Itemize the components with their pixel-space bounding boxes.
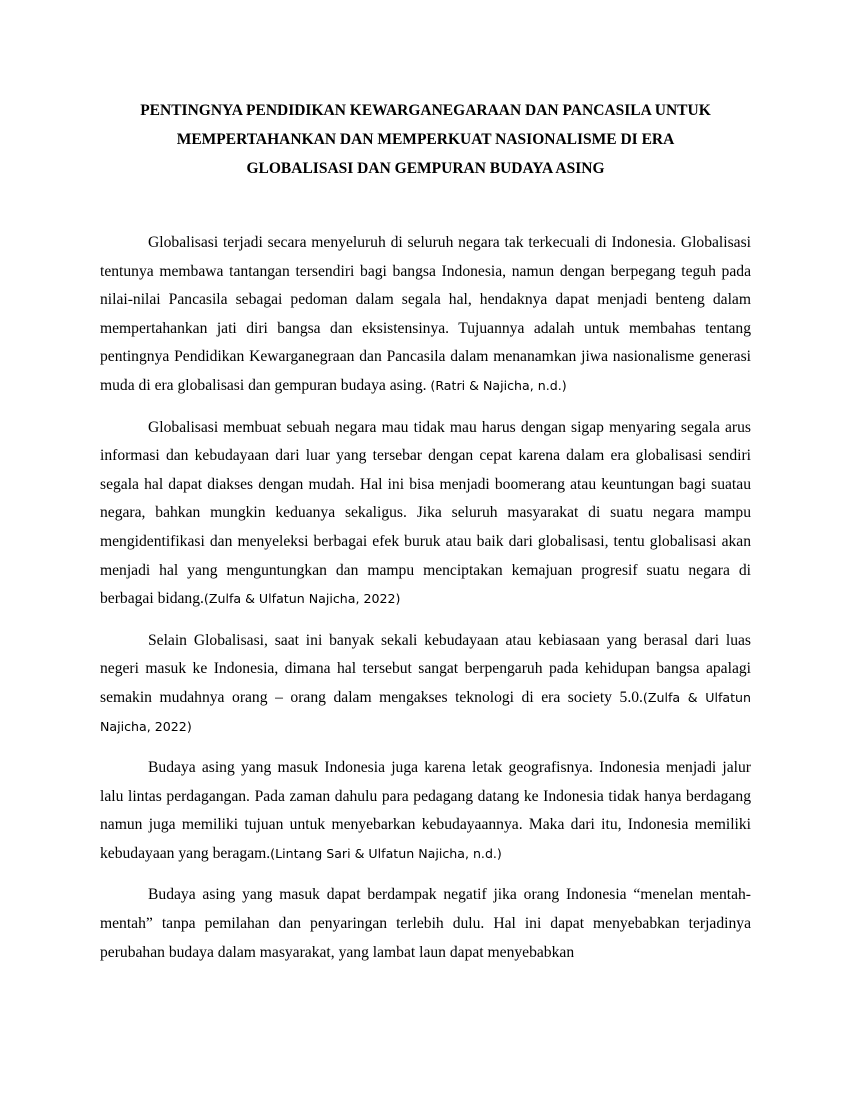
body-paragraph-4 [100, 754, 751, 868]
document-page [100, 96, 751, 980]
paragraph-text: Selain Globalisasi, saat ini banyak sekali kebudayaan atau kebiasaan yang berasal dari luas negeri masuk ke Indonesia, dimana hal tersebut sangat berpengaruh pada kehidupan bangsa apalagi semakin mudahnya orang – orang dalam mengakses teknologi di era society 5.0. [100, 631, 751, 706]
title-line-2: MEMPERTAHANKAN DAN MEMPERKUAT NASIONALISME DI ERA [176, 131, 675, 148]
citation: (Ratri & Najicha, n.d.) [430, 377, 567, 393]
paragraph-text: Globalisasi terjadi secara menyeluruh di seluruh negara tak terkecuali di Indonesia. Globalisasi tentunya membawa tantangan tersendiri bagi bangsa Indonesia, namun dengan berpegang teguh pada nilai-nilai Pancasila sebagai pedoman dalam segala hal, hendaknya dapat menjadi benteng dalam mempertahankan jati diri bangsa dan eksistensinya. Tujuannya adalah untuk membahas tentang pentingnya Pendidikan Kewarganegraan dan Pancasila dalam menanamkan jiwa nasionalisme generasi muda di era globalisasi dan gempuran budaya asing. [100, 234, 751, 394]
document-title [100, 96, 751, 183]
paragraph-text: Budaya asing yang masuk Indonesia juga karena letak geografisnya. Indonesia menjadi jalur lalu lintas perdagangan. Pada zaman dahulu para pedagang datang ke Indonesia tidak hanya berdagang namun juga memiliki tujuan untuk menyebarkan kebudayaannya. Maka dari itu, Indonesia memiliki kebudayaan yang beragam. [100, 759, 751, 862]
title-line-3: GLOBALISASI DAN GEMPURAN BUDAYA ASING [246, 160, 605, 177]
body-paragraph-3 [100, 627, 751, 741]
paragraph-text: Globalisasi membuat sebuah negara mau tidak mau harus dengan sigap menyaring segala arus informasi dan kebudayaan dari luar yang tersebar dengan cepat karena dalam era globalisasi sendiri segala hal dapat diakses dengan mudah. Hal ini bisa menjadi boomerang atau keuntungan bagi suatau negara, bahkan mungkin keduanya sekaligus. Jika seluruh masyarakat di suatu negara mampu mengidentifikasi dan menyeleksi berbagai efek buruk atau baik dari globalisasi, tentu globalisasi akan menjadi hal yang menguntungkan dan mampu menciptakan kemajuan progresif suatu negara di berbagai bidang. [100, 418, 751, 608]
body-paragraph-5 [100, 881, 751, 967]
title-line-1: PENTINGNYA PENDIDIKAN KEWARGANEGARAAN DAN PANCASILA UNTUK [140, 102, 711, 119]
citation: (Zulfa & Ulfatun Najicha, 2022) [100, 689, 751, 734]
body-paragraph-1 [100, 229, 751, 401]
body-paragraph-2 [100, 414, 751, 614]
paragraph-text: Budaya asing yang masuk dapat berdampak negatif jika orang Indonesia “menelan mentah-mentah” tanpa pemilahan dan penyaringan terlebih dulu. Hal ini dapat menyebabkan terjadinya perubahan budaya dalam masyarakat, yang lambat laun dapat menyebabkan [100, 886, 751, 961]
citation: (Zulfa & Ulfatun Najicha, 2022) [203, 591, 401, 607]
citation: (Lintang Sari & Ulfatun Najicha, n.d.) [270, 845, 502, 861]
